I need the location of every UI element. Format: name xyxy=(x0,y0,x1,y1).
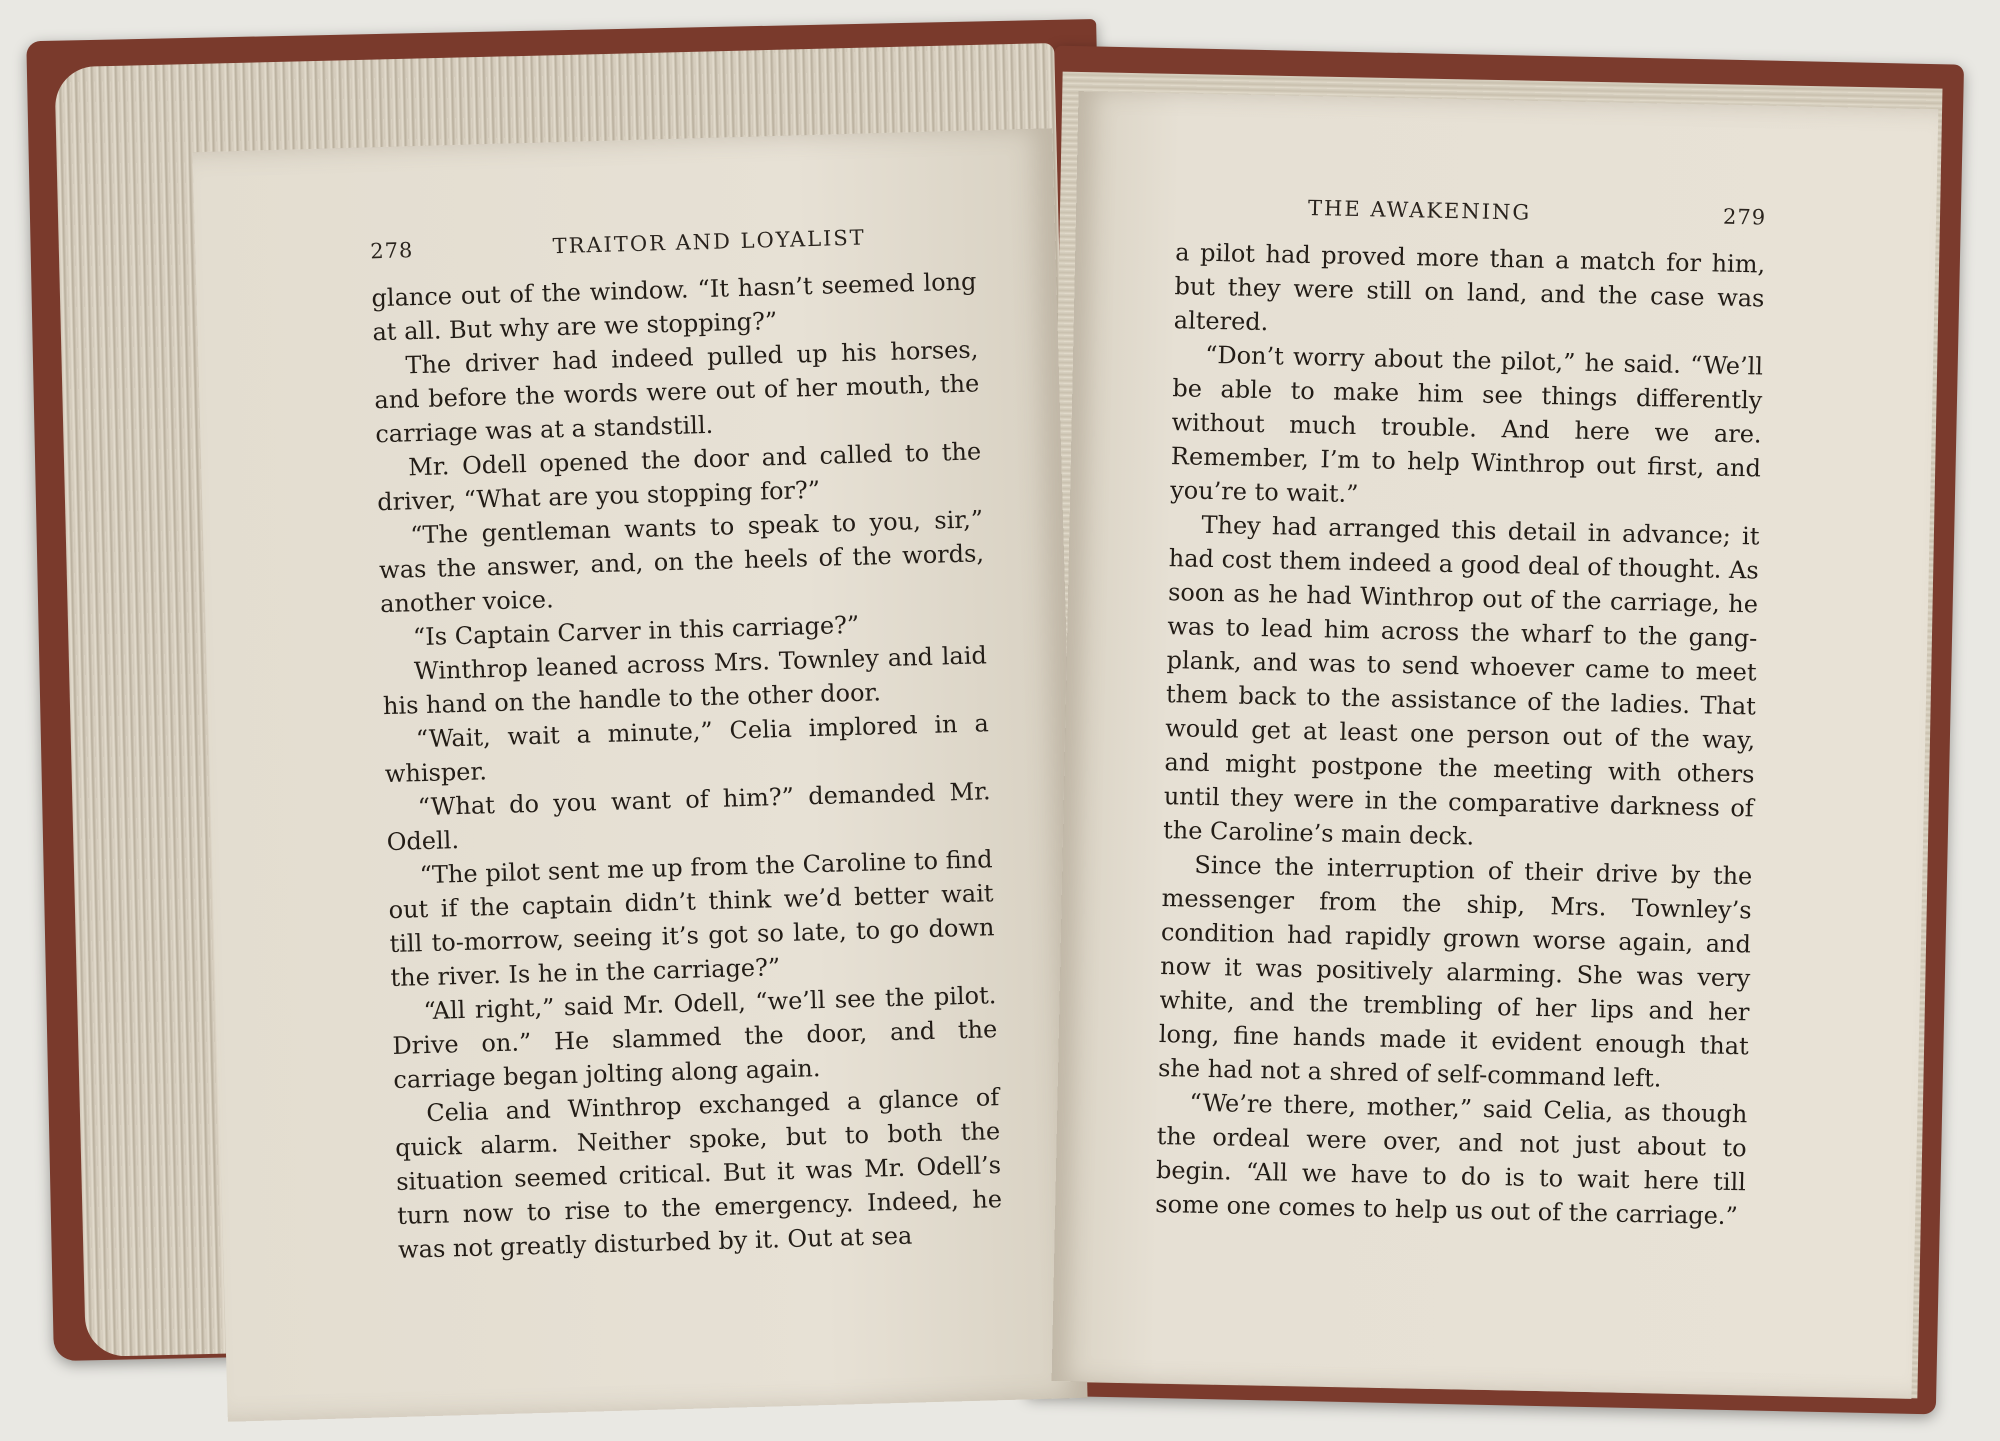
paragraph: “We’re there, mother,” said Celia, as though the ordeal were over, and not just about to begin. “All we have to do is to wait here till some one comes to help us out of the carriage.” xyxy=(1155,1088,1748,1231)
right-page xyxy=(1052,91,1939,1399)
paragraph: “The gentleman wants to speak to you, sir,” was the answer, and, on the heels of the words, another voice. xyxy=(378,505,985,619)
left-page-number: 278 xyxy=(369,238,414,264)
paragraph: The driver had indeed pulled up his horses, and before the words were out of her mouth, the carriage was at a standstill. xyxy=(374,335,980,449)
paragraph: “What do you want of him?” demanded Mr. Odell. xyxy=(386,777,991,857)
paragraph: “The pilot sent me up from the Caroline to find out if the captain didn’t think we’d better wait till to-morrow, seeing it’s got so late, to go down the river. Is he in the carriage?” xyxy=(388,845,995,993)
paragraph: They had arranged this detail in advance; it had cost them indeed a good deal of thought. As soon as he had Winthrop out of the carriage, he was to lead him across the wharf to the gang-plank, and was to send whoever came to meet them back to the assistance of the ladies. That would get at least one person out of the way, and might postpone the meeting with others until they were in the comparative darkness of the Caroline’s main deck. xyxy=(1162,510,1760,851)
right-page-text xyxy=(1155,235,1766,1233)
right-running-title: THE AWAKENING xyxy=(1307,195,1532,225)
paragraph: Mr. Odell opened the door and called to the driver, “What are you stopping for?” xyxy=(376,437,982,517)
right-running-head xyxy=(1176,193,1766,229)
head-spacer xyxy=(915,222,976,248)
paragraph: “Don’t worry about the pilot,” he said. “We’ll be able to make him see things differently without much trouble. And here we are. Remember, I’m to help Winthrop out first, and you’re to wait.” xyxy=(1169,340,1764,509)
paragraph: “Is Captain Carver in this carriage?” xyxy=(412,610,860,652)
paragraph: glance out of the window. “It hasn’t seemed long at all. But why are we stopping?” xyxy=(371,267,977,347)
left-page-text xyxy=(371,264,1003,1267)
paragraph: “Wait, wait a minute,” Celia implored in a whisper. xyxy=(384,709,990,789)
left-page xyxy=(192,128,1087,1422)
paragraph: “All right,” said Mr. Odell, “we’ll see the pilot. Drive on.” He slammed the door, and the carriage began jolting along again. xyxy=(392,981,998,1094)
right-page-number: 279 xyxy=(1722,204,1767,230)
left-running-head xyxy=(370,222,975,263)
paragraph: Celia and Winthrop exchanged a glance of quick alarm. Neither spoke, but to both the situation seemed critical. But it was Mr. Odell’s turn now to rise to the emergency. Indeed, he was not greatly disturbed by it. Out at sea xyxy=(394,1083,1003,1264)
paragraph: a pilot had proved more than a match for him, but they were still on land, and the case was altered. xyxy=(1173,238,1766,337)
head-spacer xyxy=(1176,193,1236,218)
left-running-title: TRAITOR AND LOYALIST xyxy=(552,225,867,259)
paragraph: Since the interruption of their drive by the messenger from the ship, Mrs. Townley’s condition had rapidly grown worse again, and now it was positively alarming. She was very white, and the trembling of her lips and her long, fine hands made it evident enough that she had not a shred of self-command left. xyxy=(1157,850,1753,1093)
paragraph: Winthrop leaned across Mrs. Townley and laid his hand on the handle to the other door. xyxy=(382,641,988,721)
